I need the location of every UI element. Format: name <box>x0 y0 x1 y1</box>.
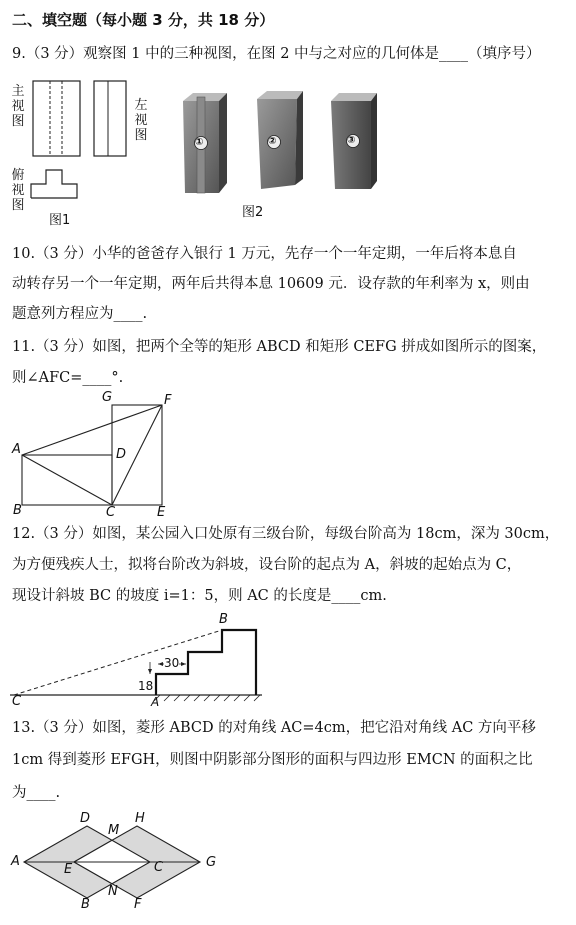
question-12-line-3: 现设计斜坡 BC 的坡度 i=1：5，则 AC 的长度是____cm. <box>12 588 387 604</box>
question-13-line-3: 为____. <box>12 785 61 801</box>
point-f: F <box>134 897 142 912</box>
point-g: G <box>102 390 113 405</box>
figure-2-solids <box>175 85 395 205</box>
point-e: E <box>64 862 73 877</box>
question-12-line-2: 为方便残疾人士，拟将台阶改为斜坡，设台阶的起点为 A，斜坡的起始点为 C， <box>12 557 522 573</box>
solid-1-label: ① <box>195 137 204 148</box>
question-10-line-3: 题意列方程应为____. <box>12 306 148 322</box>
question-11-line-2: 则∠AFC=____°. <box>12 370 124 386</box>
point-h: H <box>135 811 145 826</box>
point-b: B <box>13 503 22 518</box>
figure-q11-rectangles <box>0 395 200 520</box>
step-depth-label: 30 <box>164 656 180 670</box>
point-c: C <box>12 694 22 709</box>
point-c: C <box>106 505 116 520</box>
question-10-line-2: 动转存另一个一年定期，两年后共得本息 10609 元．设存款的年利率为 x，则由 <box>12 276 530 292</box>
question-13-line-2: 1cm 得到菱形 EFGH，则图中阴影部分图形的面积与四边形 EMCN 的面积之比 <box>12 752 533 768</box>
point-b: B <box>219 612 228 627</box>
side-view-label: 左视图 <box>134 98 148 143</box>
front-view-label: 主视图 <box>11 84 25 129</box>
figure-2-caption: 图2 <box>242 205 264 220</box>
step-height-label: 18 <box>138 679 154 693</box>
point-m: M <box>108 823 120 838</box>
segment-ac <box>22 455 112 505</box>
solid-2-label: ② <box>268 136 277 147</box>
question-9-text: 9.（3 分）观察图 1 中的三种视图，在图 2 中与之对应的几何体是____（填序号） <box>12 46 541 62</box>
solid-1 <box>183 93 227 193</box>
slope-bc <box>14 630 222 695</box>
point-c: C <box>154 860 164 875</box>
question-10-line-1: 10.（3 分）小华的爸爸存入银行 1 万元，先存一个一年定期，一年后将本息自 <box>12 246 517 262</box>
point-f: F <box>164 393 172 408</box>
point-d: D <box>80 811 91 826</box>
point-a: A <box>151 695 160 709</box>
question-13-line-1: 13.（3 分）如图，菱形 ABCD 的对角线 AC=4cm，把它沿对角线 AC 方向平移 <box>12 720 536 736</box>
top-view <box>31 170 77 198</box>
point-b: B <box>81 897 90 912</box>
section-title: 二、填空题（每小题 3 分，共 18 分） <box>12 11 275 29</box>
point-a: A <box>12 442 21 457</box>
solid-3-label: ③ <box>347 135 356 146</box>
ground-hatch <box>154 695 260 701</box>
side-view <box>94 81 126 156</box>
point-n: N <box>108 884 118 899</box>
question-11-line-1: 11.（3 分）如图，把两个全等的矩形 ABCD 和矩形 CEFG 拼成如图所示的图案， <box>12 339 547 355</box>
front-view <box>33 81 80 156</box>
top-view-label: 俯视图 <box>11 168 25 213</box>
figure-1-three-views <box>0 78 180 228</box>
point-a: A <box>11 854 20 869</box>
point-g: G <box>206 855 217 870</box>
point-d: D <box>116 447 127 462</box>
point-e: E <box>157 505 166 520</box>
question-12-line-1: 12.（3 分）如图，某公园入口处原有三级台阶，每级台阶高为 18cm，深为 30cm， <box>12 526 560 542</box>
solid-2 <box>257 91 303 189</box>
figure-1-caption: 图1 <box>49 213 71 228</box>
